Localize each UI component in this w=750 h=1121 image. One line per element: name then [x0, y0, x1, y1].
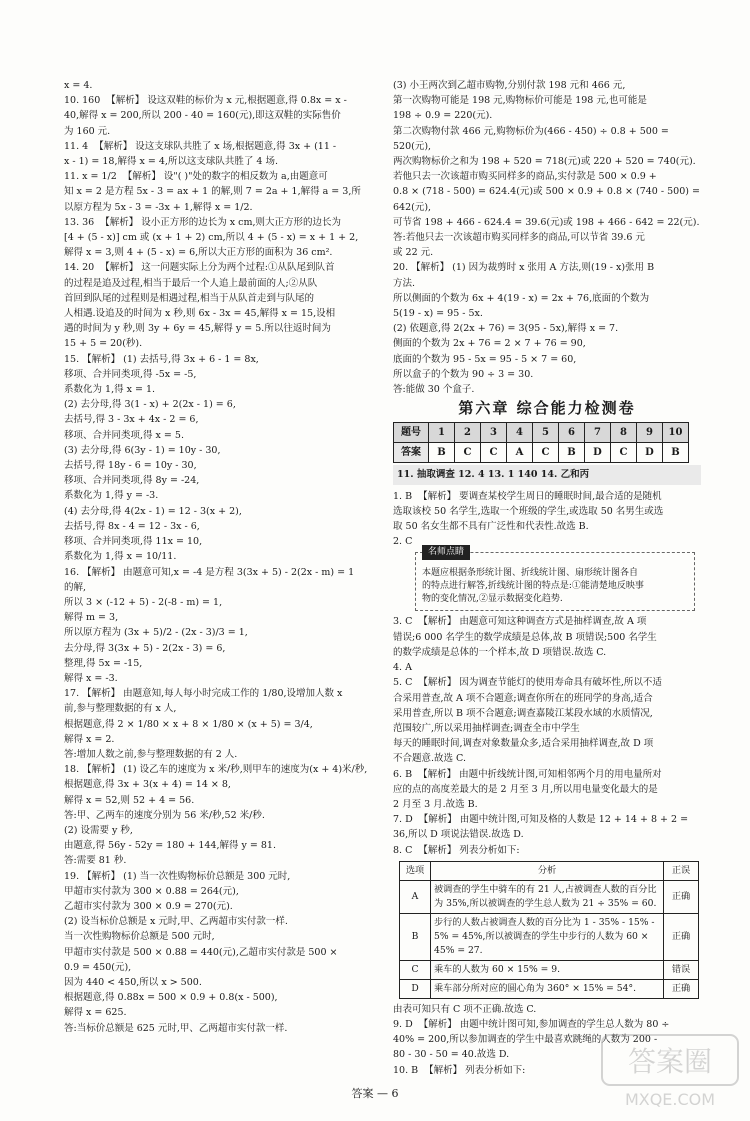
text-line: 第一次购物可能是 198 元,购物标价可能是 198 元,也可能是 [393, 95, 647, 107]
text-line: 14. 20 【解析】 这一问题实际上分为两个过程:①从队尾到队首 [64, 262, 335, 274]
text-line: (4) 去分母,得 4(2x - 1) = 12 - 3(x + 2), [64, 505, 242, 517]
text-line: 人相遇.设追及的时间为 x 秒,则 6x - 3x = 45,解得 x = 15,设相 [64, 308, 336, 320]
text-line: 侧面的个数为 2x + 76 = 2 × 7 + 76 = 90, [393, 338, 586, 350]
answer-cell: B [559, 443, 585, 463]
text-line: 5(19 - x) = 95 - 5x. [393, 308, 483, 320]
text-line: (3) 去分母,得 6(3y - 1) = 10y - 30, [64, 444, 221, 456]
text-line: 8. C 【解析】 列表分析如下: [393, 844, 520, 856]
text-line: 系数化为 1,得 x = 10/11. [64, 551, 177, 563]
text-line: 若他只去一次该超市购买同样多的商品,实付款是 500 × 0.9 + [393, 171, 657, 183]
tip-text [422, 567, 688, 606]
watermark-url: MXQE.COM [624, 1090, 716, 1109]
text-line: 由题意,得 56y - 52y = 180 + 144,解得 y = 81. [64, 840, 276, 852]
analysis-row [400, 960, 699, 979]
text-line: 不合题意.故选 C. [393, 753, 466, 765]
analysis-text-cell: 被调查的学生中骑车的有 21 人,占被调查人数的百分比为 35%,所以被调查的学生总人数为 21 ÷ 35% = 60. [431, 880, 664, 913]
question-number-cell: 6 [559, 423, 585, 443]
analysis-text-cell: 乘车部分所对应的圆心角为 360° × 15% = 54°. [431, 979, 664, 998]
text-line: 以原方程为 5x - 3 = -3x + 1,解得 x = 1/2. [64, 201, 253, 213]
analysis-header-result: 正误 [664, 861, 699, 880]
analysis-option-cell: C [400, 960, 431, 979]
chapter-title: 第六章 综合能力检测卷 [458, 399, 636, 418]
analysis-option-cell: D [400, 979, 431, 998]
text-line: 15 + 5 = 20(秒). [64, 338, 143, 350]
page-footer: 答案 — 6 [351, 1087, 399, 1100]
text-line: 13. 36 【解析】 设小正方形的边长为 x cm,则大正方形的边长为 [64, 216, 342, 228]
answer-label: 答案 [394, 443, 429, 463]
question-number-cell: 5 [533, 423, 559, 443]
question-number-cell: 9 [637, 423, 663, 443]
analysis-header-row [400, 861, 699, 880]
text-line: 解得 m = 3, [64, 612, 119, 624]
right-column [393, 78, 701, 1078]
analysis-result-cell: 正确 [664, 880, 699, 913]
tip-line: 的特点进行解答,折线统计图的特点是:①能清楚地反映事 [422, 581, 644, 592]
tip-line: 本题应根据条形统计图、折线统计图、扇形统计图各自 [422, 568, 639, 579]
analysis-text-cell: 步行的人数占被调查人数的百分比为 1 - 35% - 15% - 5% = 45%,所以被调查的学生中步行的人数为 60 × 45% = 27. [431, 913, 664, 960]
text-line: 7. D 【解析】 由题中统计图,可知及格的人数是 12 + 14 + 8 + 2 = [393, 814, 689, 826]
text-line: 答:当标价总额是 625 元时,甲、乙两超市实付款一样. [64, 1022, 288, 1034]
text-line: 19. 【解析】 (1) 当一次性购物标价总额是 300 元时, [64, 870, 291, 882]
text-line: 解得 x = 625. [64, 1007, 127, 1019]
text-line: 系数化为 1,得 y = -3. [64, 490, 159, 502]
analysis-row [400, 913, 699, 960]
question-number-cell: 10 [663, 423, 689, 443]
text-line: 0.8 × (718 - 500) = 624.4(元)或 500 × 0.9 + 0.8 × (740 - 500) = [393, 186, 700, 198]
question-number-cell: 7 [585, 423, 611, 443]
text-line: 20. 【解析】 (1) 因为裁剪时 x 张用 A 方法,则(19 - x)张用 B [393, 262, 655, 274]
text-line: 前,参与整理数据的有 x 人, [64, 703, 177, 715]
text-line: (2) 设需要 y 秒, [64, 824, 133, 836]
text-line: 系数化为 1,得 x = 1. [64, 384, 156, 396]
text-line: 520(元), [393, 140, 432, 152]
text-line: 乙超市实付款为 300 × 0.9 = 270(元). [64, 900, 233, 912]
answer-cell: C [481, 443, 507, 463]
watermark-text: 答案圈 [627, 1045, 713, 1078]
text-line: 所以原方程为 (3x + 5)/2 - (2x - 3)/3 = 1, [64, 627, 248, 639]
text-line: 答:能做 30 个盒子. [393, 384, 475, 396]
text-line: 10. B 【解析】 列表分析如下: [393, 1064, 526, 1076]
text-line: 范围较广,所以采用抽样调查;调查全市中学生 [393, 722, 580, 734]
text-line: 解得 x = 2. [64, 733, 115, 745]
answer-cell: B [429, 443, 455, 463]
tip-line: 物的变化情况,②显示数据变化趋势. [422, 594, 563, 605]
analysis-row [400, 979, 699, 998]
text-line: 移项、合并同类项,得 -5x = -5, [64, 368, 197, 380]
text-line: 的过程是追及过程,相当于最后一个人追上最前面的人;②从队 [64, 277, 318, 289]
text-line: 2. C [393, 536, 413, 548]
text-line: 两次购物标价之和为 198 + 520 = 718(元)或 220 + 520 = 740(元). [393, 156, 696, 168]
text-line: 甲超市实付款为 300 × 0.88 = 264(元), [64, 885, 239, 897]
text-line: 答:需要 81 秒. [64, 855, 127, 867]
question-number-label: 题号 [394, 423, 429, 443]
text-line: 应的点的高度差最大的是 2 月至 3 月,所以用电量变化最大的是 [393, 783, 658, 795]
text-line: 当一次性购物标价总额是 500 元时, [64, 931, 215, 943]
text-line: 解得 x = 3,则 4 + (5 - x) = 6,所以大正方形的面积为 36 cm². [64, 247, 333, 259]
answer-cell: C [611, 443, 637, 463]
text-line: 642(元), [393, 201, 432, 213]
text-line: 所以侧面的个数为 6x + 4(19 - x) = 2x + 76,底面的个数为 [393, 292, 650, 304]
answer-cell: A [507, 443, 533, 463]
text-line: 因为 440 < 450,所以 x > 500. [64, 976, 202, 988]
text-line: 答:增加人数之前,参与整理数据的有 2 人. [64, 748, 238, 760]
text-line: 198 ÷ 0.9 = 220(元). [393, 110, 493, 122]
text-line: [4 + (5 - x)] cm 或 (x + 1 + 2) cm,所以 4 + (5 - x) = x + 1 + 2, [64, 232, 359, 244]
text-line: 1. B 【解析】 要调查某校学生周日的睡眠时间,最合适的是随机 [393, 490, 662, 502]
answer-table [393, 422, 689, 463]
right-top-block [393, 78, 701, 397]
text-line: 所以 3 × (-12 + 5) - 2(-8 - m) = 1, [64, 596, 223, 608]
answer-cell: C [455, 443, 481, 463]
text-line: 的数学成绩是总体的一个样本,故 D 项错误.故选 C. [393, 646, 607, 658]
text-line: 40% = 200,所以参加调查的学生中最喜欢跳绳的人数为 200 - [393, 1034, 658, 1046]
analysis-table [399, 861, 699, 999]
analysis-text-cell: 乘车的人数为 60 × 15% = 9. [431, 960, 664, 979]
text-line: 每天的睡眠时间,调查对象数量众多,适合采用抽样调查,故 D 项 [393, 738, 654, 750]
text-line: 9. D 【解析】 由题中统计图可知,参加调查的学生总人数为 80 ÷ [393, 1018, 670, 1030]
text-line: 或 22 元. [393, 247, 434, 259]
text-line: (3) 小王两次到乙超市购物,分别付款 198 元和 466 元, [393, 80, 626, 91]
left-column [64, 78, 382, 1036]
text-line: (2) 设当标价总额是 x 元时,甲、乙两超市实付款一样. [64, 916, 288, 928]
text-line: 11. 4 【解析】 设这支球队共胜了 x 场,根据题意,得 3x + (11 - [64, 140, 337, 152]
text-line: 根据题意,得 3x + 3(x + 4) = 14 × 8, [64, 779, 231, 791]
text-line: 解得 x = 52,则 52 + 4 = 56. [64, 794, 195, 806]
text-line: 由表可知只有 C 项不正确.故选 C. [393, 1003, 537, 1015]
analysis-option-cell: B [400, 913, 431, 960]
text-line: 错误;6 000 名学生的数学成绩是总体,故 B 项错误;500 名学生 [393, 631, 657, 643]
answer-cell: B [663, 443, 689, 463]
text-line: 移项、合并同类项,得 8y = -24, [64, 475, 200, 487]
text-line: 选取该校 50 名学生,选取一个班级的学生,或选取 50 名男生或选 [393, 505, 664, 517]
text-line: 18. 【解析】 (1) 设乙车的速度为 x 米/秒,则甲车的速度为(x + 4)米/秒, [64, 764, 368, 776]
text-line: 去括号,得 3 - 3x + 4x - 2 = 6, [64, 414, 199, 426]
analysis-result-cell: 错误 [664, 960, 699, 979]
text-line: 40,解得 x = 200,所以 200 - 40 = 160(元),即这双鞋的实际售价 [64, 110, 341, 122]
question-number-cell: 1 [429, 423, 455, 443]
text-line: 根据题意,得 2 × 1/80 × x + 8 × 1/80 × (x + 5) = 3/4, [64, 718, 313, 730]
analysis-header-analysis: 分析 [431, 861, 664, 880]
analysis-result-cell: 正确 [664, 979, 699, 998]
answer-cell: C [533, 443, 559, 463]
text-line: 为 160 元. [64, 125, 111, 137]
text-line: (2) 依题意,得 2(2x + 76) = 3(95 - 5x),解得 x = 7. [393, 323, 619, 335]
text-line: (2) 去分母,得 3(1 - x) + 2(2x - 1) = 6, [64, 399, 236, 411]
text-line: 去括号,得 8x - 4 = 12 - 3x - 6, [64, 520, 200, 532]
text-line: 可节省 198 + 466 - 624.4 = 39.6(元)或 198 + 466 - 642 = 22(元). [393, 216, 700, 228]
question-number-cell: 4 [507, 423, 533, 443]
fill-in-answers: 11. 抽取调查 12. 4 13. 1 140 14. 乙和丙 [393, 465, 701, 484]
text-line: 第二次购物付款 466 元,购物标价为(466 - 450) ÷ 0.8 + 500 = [393, 125, 669, 137]
text-line: 采用普查,所以 B 项不合题意;调查嘉陵江某段水域的水质情况, [393, 707, 653, 719]
text-line: 整理,得 5x = -15, [64, 657, 143, 669]
text-line: 11. x = 1/2 【解析】 设"( )"处的数字的相反数为 a,由题意可 [64, 171, 328, 183]
analysis-option-cell: A [400, 880, 431, 913]
right-mid-block [393, 489, 701, 550]
text-line: 移项、合并同类项,得 11x = 10, [64, 536, 203, 548]
text-line: 去括号,得 18y - 6 = 10y - 30, [64, 460, 197, 472]
analysis-row [400, 880, 699, 913]
text-line: 10. 160 【解析】 设这双鞋的标价为 x 元,根据题意,得 0.8x = x - [64, 95, 347, 107]
text-line: 根据题意,得 0.88x = 500 × 0.9 + 0.8(x - 500), [64, 992, 278, 1004]
question-number-cell: 8 [611, 423, 637, 443]
text-line: 6. B 【解析】 由题中折线统计图,可知相邻两个月的用电量所对 [393, 768, 662, 780]
text-line: 17. 【解析】 由题意知,每人每小时完成工作的 1/80,设增加人数 x [64, 688, 343, 700]
teacher-tip-box [415, 547, 695, 611]
text-line: 知 x = 2 是方程 5x - 3 = ax + 1 的解,则 7 = 2a + 1,解得 a = 3,所 [64, 186, 361, 198]
text-line: 16. 【解析】 由题意可知,x = -4 是方程 3(3x + 5) - 2(2x - m) = 1 [64, 566, 355, 578]
text-line: x - 1) = 18,解得 x = 4,所以这支球队共胜了 4 场. [64, 156, 279, 168]
right-mid2-block [393, 614, 701, 857]
text-line: 15. 【解析】 (1) 去括号,得 3x + 6 - 1 = 8x, [64, 353, 259, 365]
text-line: 答:甲、乙两车的速度分别为 56 米/秒,52 米/秒. [64, 809, 265, 821]
text-line: 甲超市实付款是 500 × 0.88 = 440(元),乙超市实付款是 500 × [64, 946, 338, 958]
text-line: 去分母,得 3(3x + 5) - 2(2x - 3) = 6, [64, 642, 226, 654]
question-number-cell: 2 [455, 423, 481, 443]
question-number-cell: 3 [481, 423, 507, 443]
text-line: 解得 x = -3. [64, 672, 118, 684]
text-line: 取 50 名女生都不具有广泛性和代表性.故选 B. [393, 521, 589, 533]
text-line: 所以盒子的个数为 90 ÷ 3 = 30. [393, 368, 534, 380]
text-line: x = 4. [64, 80, 93, 91]
text-line: 首回到队尾的过程则是相遇过程,相当于从队首走到与队尾的 [64, 292, 315, 304]
text-line: 80 - 30 - 50 = 40.故选 D. [393, 1049, 510, 1061]
analysis-header-option: 选项 [400, 861, 431, 880]
text-line: 2 月至 3 月.故选 B. [393, 798, 478, 810]
text-line: 0.9 = 450(元), [64, 961, 132, 973]
text-line: 移项、合并同类项,得 x = 5. [64, 429, 184, 441]
text-line: 4. A [393, 662, 412, 674]
answer-letter-row [394, 443, 689, 463]
answer-cell: D [585, 443, 611, 463]
analysis-result-cell: 正确 [664, 913, 699, 960]
text-line: 合采用普查,故 A 项不合题意;调查你所在的班同学的身高,适合 [393, 692, 653, 704]
watermark-logo [600, 1033, 740, 1111]
text-line: 方法. [393, 277, 416, 289]
text-line: 36,所以 D 项说法错误.故选 D. [393, 829, 524, 841]
text-line: 遇的时间为 y 秒,则 3y + 6y = 45,解得 y = 5.所以往返时间为 [64, 323, 331, 335]
text-line: 答:若他只去一次该超市购买同样多的商品,可以节省 39.6 元 [393, 232, 645, 244]
answer-number-row [394, 423, 689, 443]
tip-tag: 名师点睛 [422, 545, 470, 560]
answer-cell: D [637, 443, 663, 463]
text-line: 5. C 【解析】 因为调查节能灯的使用寿命具有破坏性,所以不适 [393, 677, 662, 689]
text-line: 的解, [64, 581, 87, 593]
text-line: 3. C 【解析】 由题意可知这种调查方式是抽样调查,故 A 项 [393, 616, 647, 628]
text-line: 底面的个数为 95 - 5x = 95 - 5 × 7 = 60, [393, 353, 577, 365]
